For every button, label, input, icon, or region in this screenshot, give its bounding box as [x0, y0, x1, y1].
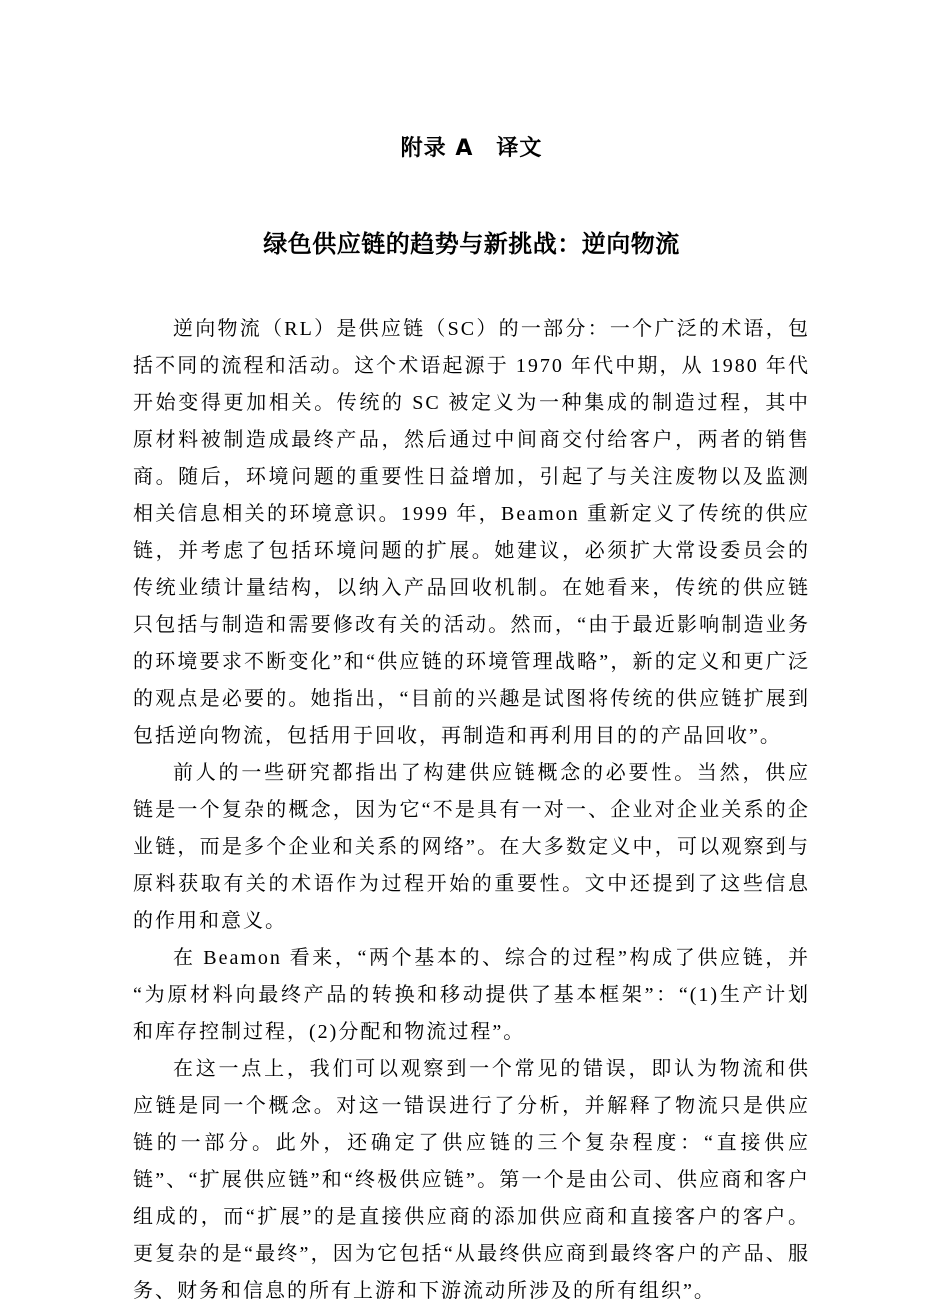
paragraph-3: 在 Beamon 看来，“两个基本的、综合的过程”构成了供应链，并“为原材料向最终产品的转换和移动提供了基本框架”：“(1)生产计划和库存控制过程，(2)分配和物流过程”。 — [133, 947, 810, 1043]
paragraph-1: 逆向物流（RL）是供应链（SC）的一部分：一个广泛的术语，包括不同的流程和活动。这个术语起源于 1970 年代中期，从 1980 年代开始变得更加相关。传统的 SC 被定义为一种集成的制造过程，其中原材料被制造成最终产品，然后通过中间商交付给客户，两者的销售商。随后，环境问题的重要性日益增加，引起了与关注废物以及监测相关信息相关的环境意识。1999 年，Beamon 重新定义了传统的供应链，并考虑了包括环境问题的扩展。她建议，必须扩大常设委员会的传统业绩计量结构，以纳入产品回收机制。在她看来，传统的供应链只包括与制造和需要修改有关的活动。然而，“由于最近影响制造业务的环境要求不断变化”和“供应链的环境管理战略”，新的定义和更广泛的观点是必要的。她指出，“目前的兴趣是试图将传统的供应链扩展到包括逆向物流，包括用于回收，再制造和再利用目的的产品回收”。 — [133, 318, 810, 747]
paragraph-4: 在这一点上，我们可以观察到一个常见的错误，即认为物流和供应链是同一个概念。对这一错误进行了分析，并解释了物流只是供应链的一部分。此外，还确定了供应链的三个复杂程度：“直接供应链”、“扩展供应链”和“终极供应链”。第一个是由公司、供应商和客户组成的，而“扩展”的是直接供应商的添加供应商和直接客户的客户。更复杂的是“最终”，因为它包括“从最终供应商到最终客户的产品、服务、财务和信息的所有上游和下游流动所涉及的所有组织”。 — [133, 1058, 810, 1302]
appendix-title: 附录 A 译文 — [400, 136, 543, 161]
article-title: 绿色供应链的趋势与新挑战：逆向物流 — [263, 230, 680, 258]
paragraph-2: 前人的一些研究都指出了构建供应链概念的必要性。当然，供应链是一个复杂的概念，因为它“不是具有一对一、企业对企业关系的企业链，而是多个企业和关系的网络”。在大多数定义中，可以观察到与原料获取有关的术语作为过程开始的重要性。文中还提到了这些信息的作用和意义。 — [133, 762, 810, 932]
document-body — [133, 311, 810, 1310]
